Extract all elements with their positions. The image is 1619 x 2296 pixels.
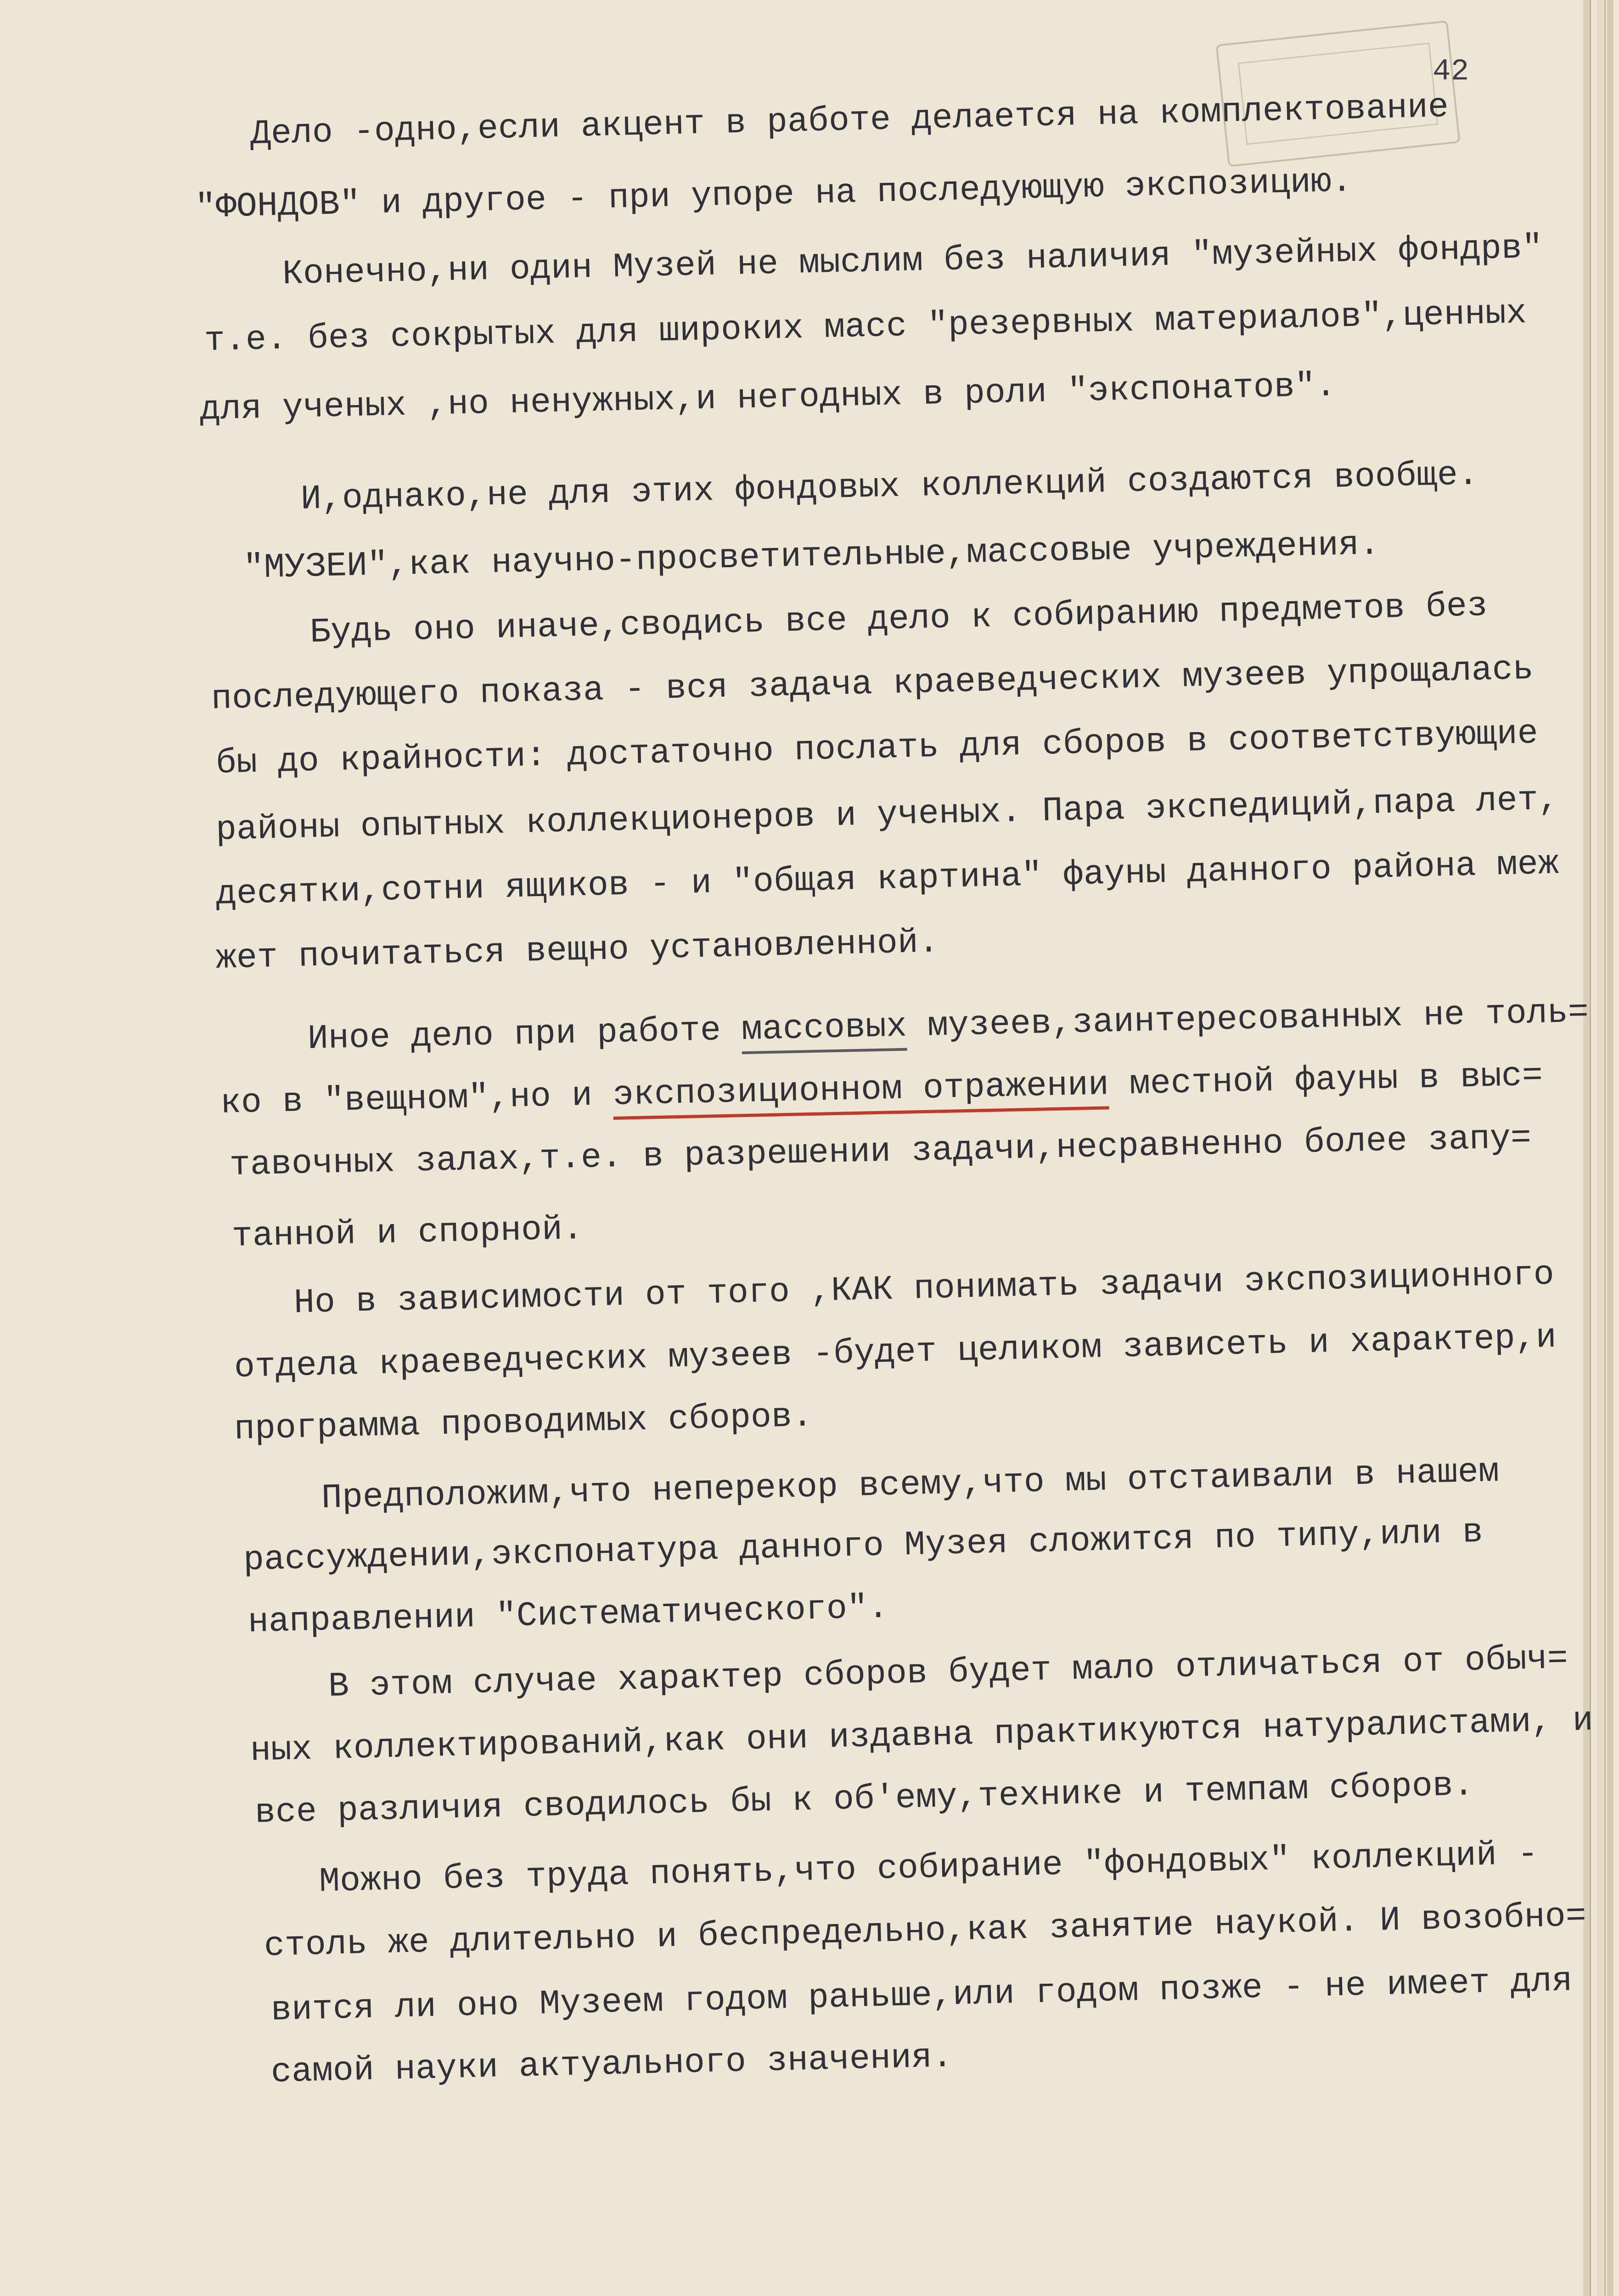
underlined-phrase: массовых [741, 1007, 907, 1055]
sheet-edge-line [1590, 0, 1591, 2296]
sheet-edge [1597, 0, 1603, 2296]
text-line: ко в "вещном",но и экспозиционном отражении местной фауны в выс= [220, 1056, 1543, 1123]
sheet-edge [1583, 0, 1590, 2296]
text-line: самой науки актуального значения. [270, 2037, 953, 2092]
text-line: вится ли оно Музеем годом раньше,или годом позже - не имеет для [270, 1961, 1573, 2030]
text-line: "ФОНДОВ" и другое - при упоре на последующую экспозицию. [195, 162, 1353, 227]
text-line: для ученых ,но ненужных,и негодных в роли "экспонатов". [199, 367, 1337, 429]
text-line: Дело -одно,если акцент в работе делается на комплектование [250, 87, 1449, 154]
text-line: Будь оно иначе,сводись все дело к собиранию предметов без [309, 586, 1488, 652]
text-line: отдела краеведческих музеев -будет целиком зависеть и характер,и [234, 1318, 1557, 1387]
text-line: Но в зависимости от того ,КАК понимать задачи экспозиционного [293, 1255, 1555, 1323]
text-line: ных коллектирований,как они издавна практикуются натуралистами, и [250, 1701, 1594, 1771]
text-line: жет почитаться вещно установленной. [215, 923, 939, 978]
text-line: Можно без труда понять,что собирание "фондовых" коллекций - [319, 1834, 1539, 1901]
text-line: рассуждении,экспонатура данного Музея сложится по типу,или в [243, 1512, 1484, 1580]
text-line: десятки,сотни ящиков - и "общая картина" фауны данного района меж [215, 844, 1559, 914]
text-line: И,однако,не для этих фондовых коллекций создаются вообще. [300, 455, 1479, 519]
text-line: районы опытных коллекционеров и ученых. Пара экспедиций,пара лет, [215, 780, 1559, 850]
text-line: последующего показа - вся задача краеведческих музеев упрощалась [211, 649, 1534, 719]
text-line: направлении "Систематического". [247, 1588, 889, 1642]
text-line: программа проводимых сборов. [234, 1397, 813, 1449]
text-line: Иное дело при работе массовых музеев,заинтересованных не толь= [307, 993, 1589, 1059]
text-line: тавочных залах,т.е. в разрешении задачи,несравненно более запу= [229, 1118, 1532, 1185]
text-line: В этом случае характер сборов будет мало отличаться от обыч= [328, 1639, 1568, 1706]
text-line: "МУЗЕИ",как научно-просветительные,массовые учреждения. [243, 525, 1380, 588]
sheet-edge [1607, 0, 1613, 2296]
sheet-edge-line [1604, 0, 1606, 2296]
text-line: все различия сводилось бы к об'ему,технике и темпам сборов. [254, 1766, 1474, 1833]
text-line: столь же длительно и беспредельно,как занятие наукой. И возобно= [264, 1896, 1587, 1966]
page-number: 42 [1433, 54, 1469, 89]
text-line: Конечно,ни один Музей не мыслим без наличия "музейных фондрв" [282, 228, 1543, 294]
text-line: т.е. без сокрытых для широких масс "резервных материалов",ценных [204, 293, 1527, 361]
text-line: танной и спорной. [231, 1209, 584, 1256]
text-line: Предположим,что неперекор всему,что мы отстаивали в нашем [321, 1452, 1500, 1518]
red-underlined-phrase: экспозиционном отражении [613, 1065, 1109, 1120]
text-line: бы до крайности: достаточно послать для сборов в соответствующие [215, 714, 1539, 783]
